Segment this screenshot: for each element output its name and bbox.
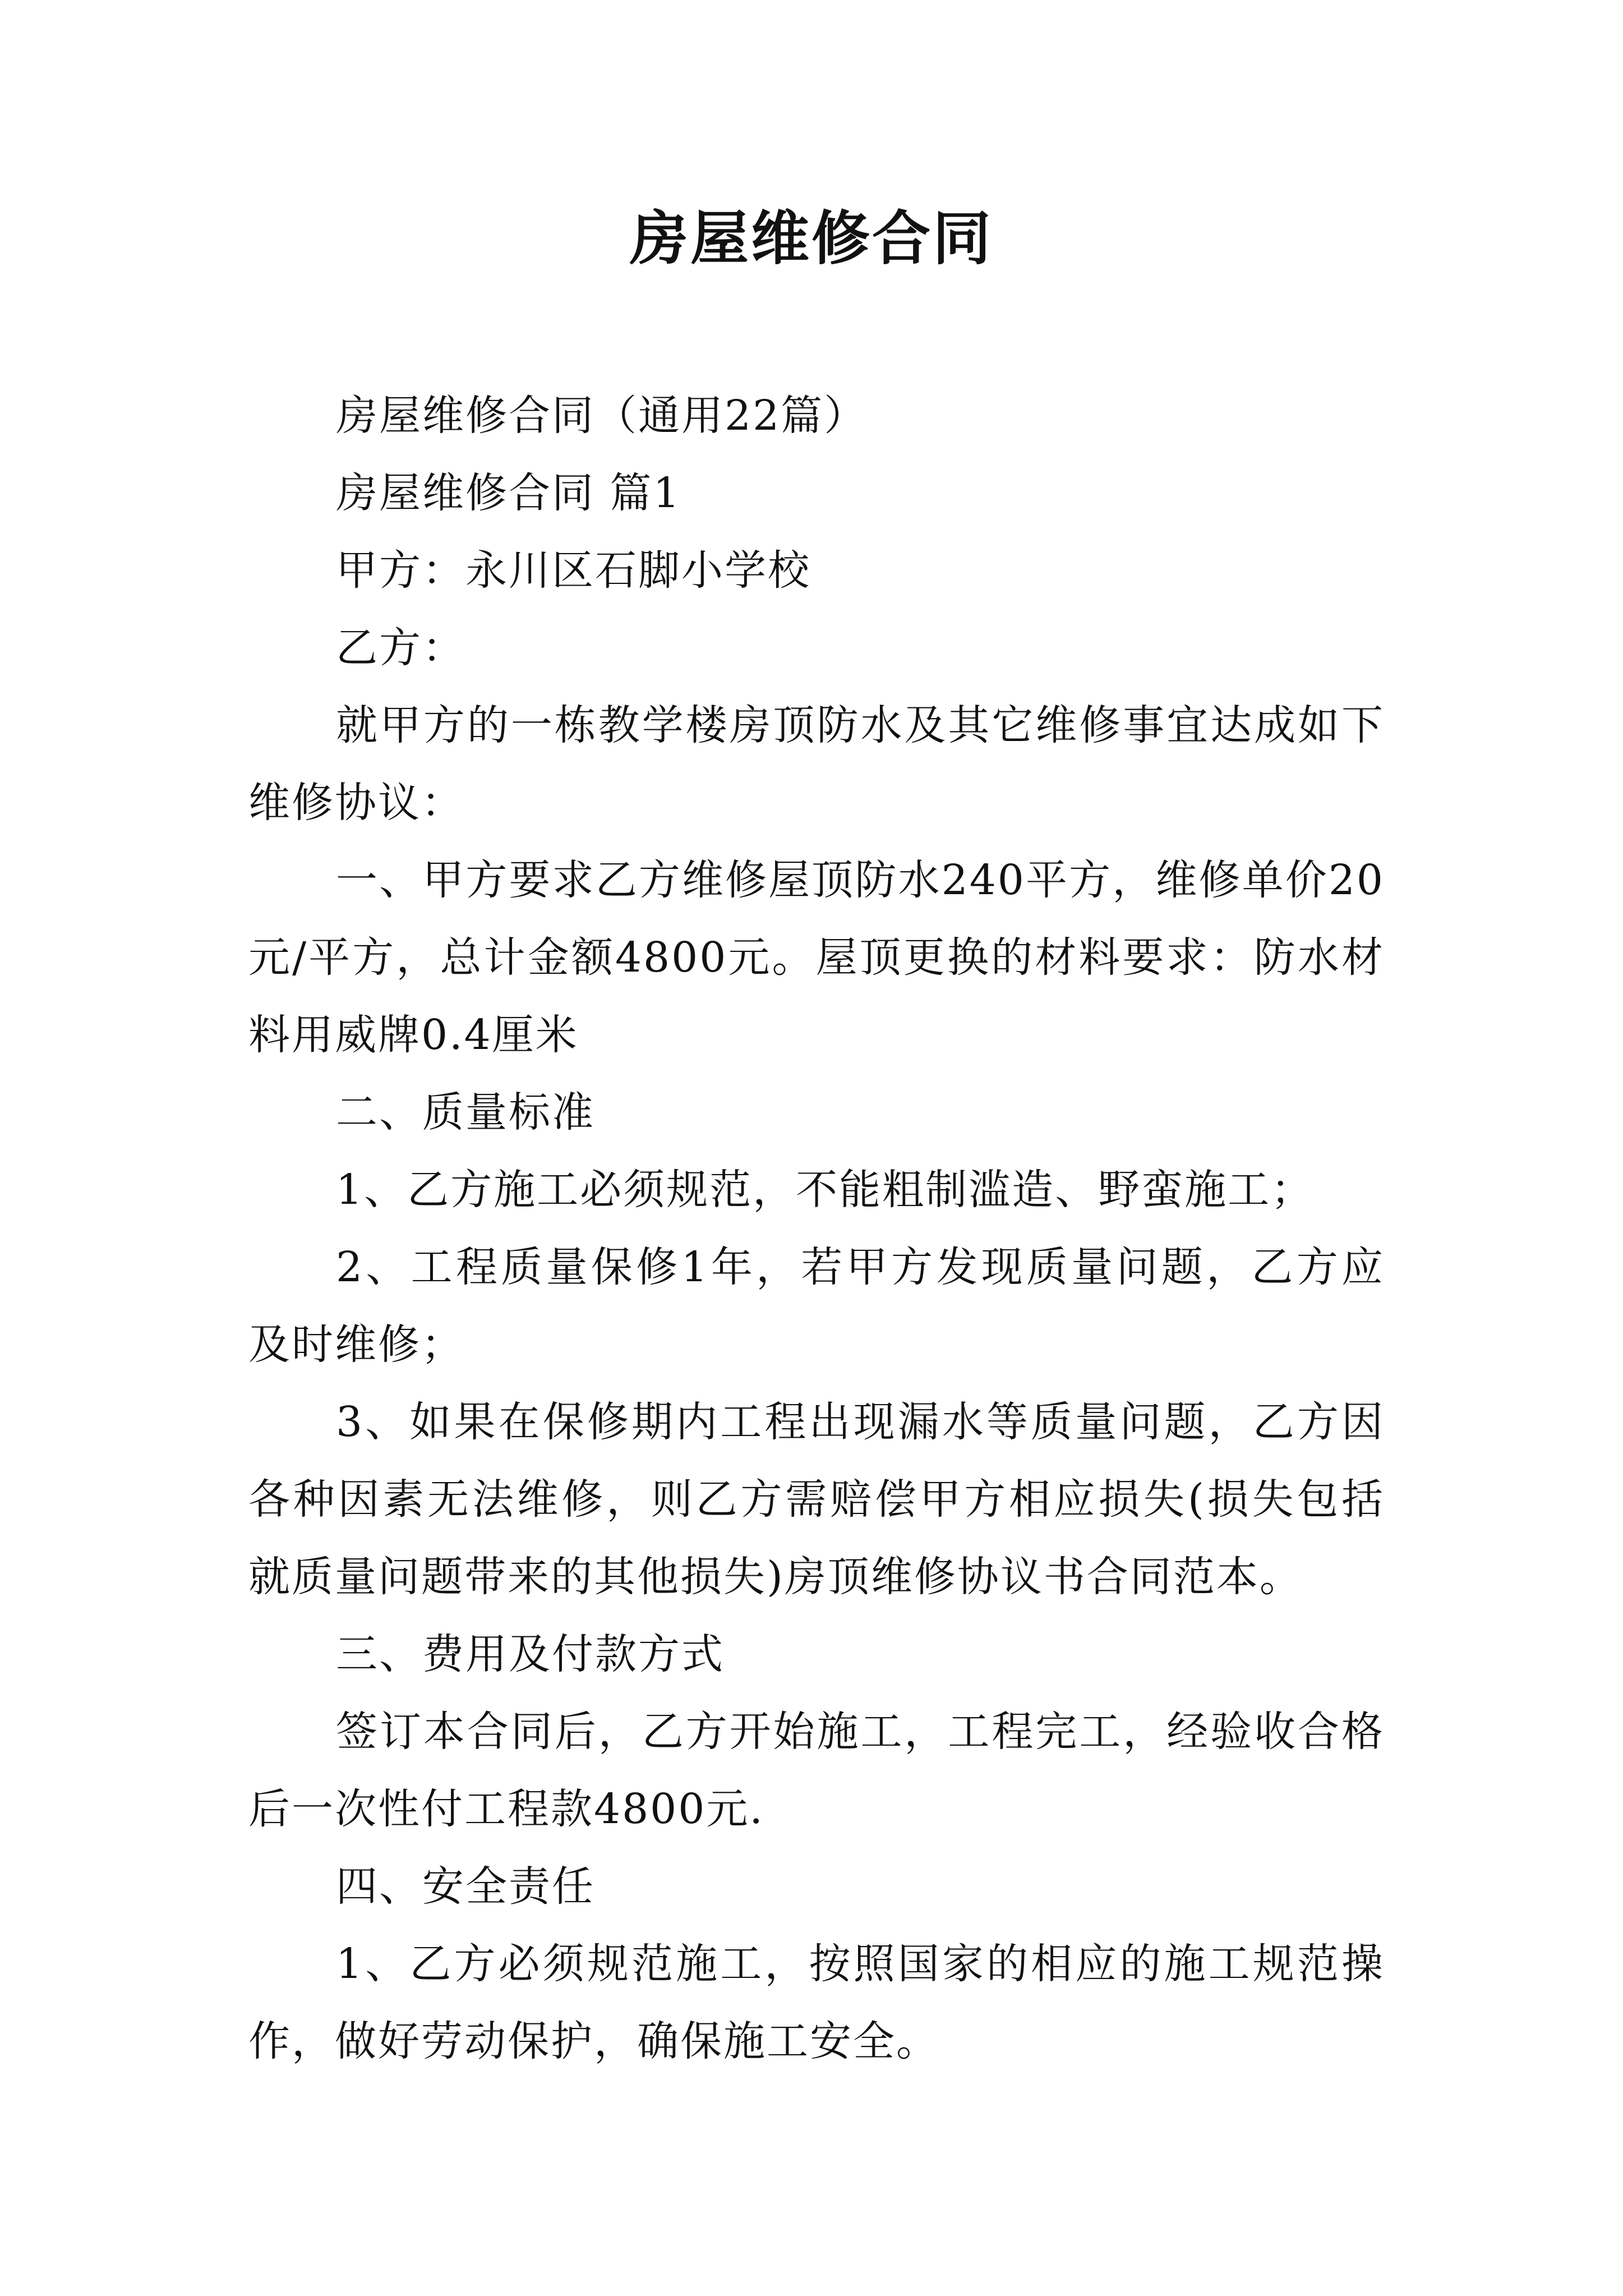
paragraph-clause-3-body: 签订本合同后，乙方开始施工，工程完工，经验收合格后一次性付工程款4800元. — [248, 1708, 1385, 1833]
paragraph-party-b: 乙方： — [336, 624, 465, 672]
paragraph-clause-2-heading: 二、质量标准 — [336, 1088, 595, 1137]
document-title: 房屋维修合同 — [629, 204, 993, 273]
paragraph-clause-1: 一、甲方要求乙方维修屋顶防水240平方，维修单价20元/平方，总计金额4800元。屋顶更换的材料要求：防水材料用威牌0.4厘米 — [248, 856, 1385, 1059]
paragraph-clause-2-item-1: 1、乙方施工必须规范，不能粗制滥造、野蛮施工； — [336, 1166, 1315, 1214]
paragraph-clause-2-item-3: 3、如果在保修期内工程出现漏水等质量问题，乙方因各种因素无法维修，则乙方需赔偿甲方相应损失(损失包括就质量问题带来的其他损失)房顶维修协议书合同范本。 — [248, 1398, 1385, 1601]
paragraph-subtitle: 房屋维修合同（通用22篇） — [336, 392, 868, 440]
document-body — [248, 377, 1385, 2080]
paragraph-clause-4-item-1: 1、乙方必须规范施工，按照国家的相应的施工规范操作，做好劳动保护，确保施工安全。 — [248, 1940, 1385, 2065]
paragraph-party-a: 甲方：永川区石脚小学校 — [336, 546, 811, 595]
paragraph-clause-4-heading: 四、安全责任 — [336, 1862, 595, 1911]
paragraph-preamble: 就甲方的一栋教学楼房顶防水及其它维修事宜达成如下维修协议： — [248, 701, 1385, 827]
paragraph-clause-2-item-2: 2、工程质量保修1年，若甲方发现质量问题，乙方应及时维修； — [248, 1243, 1385, 1369]
paragraph-clause-3-heading: 三、费用及付款方式 — [336, 1630, 725, 1678]
paragraph-section-heading: 房屋维修合同 篇1 — [336, 469, 681, 517]
